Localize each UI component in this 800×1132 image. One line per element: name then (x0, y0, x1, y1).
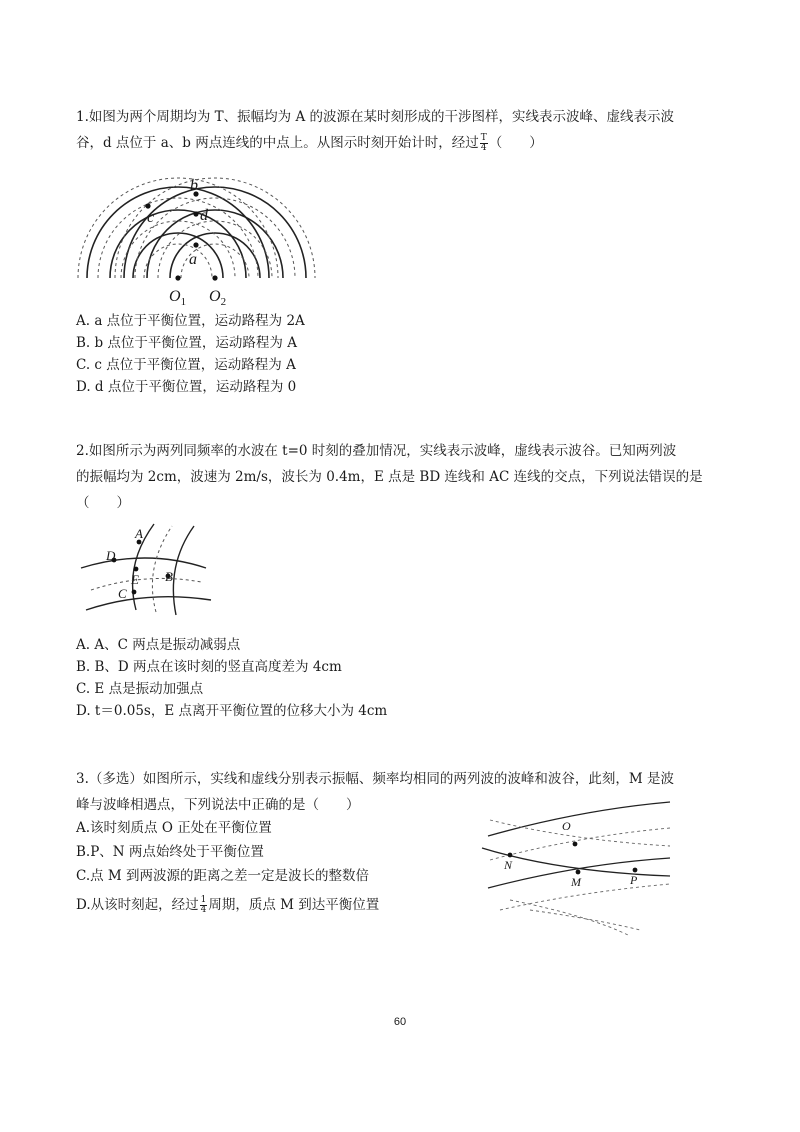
q1-option-d: D. d 点位于平衡位置，运动路程为 0 (76, 379, 297, 395)
q1-point-d (193, 211, 198, 216)
q1-stem-line2-post: （ ） (488, 135, 543, 151)
q1-label-o2-sub: 2 (220, 296, 227, 306)
question-1 (76, 104, 716, 156)
q1-point-a (193, 242, 198, 247)
q2-option-a: A. A、C 两点是振动减弱点 (76, 637, 241, 653)
q1-option-a: A. a 点位于平衡位置，运动路程为 2A (76, 313, 305, 329)
question-2 (76, 438, 716, 516)
q1-option-b: B. b 点位于平衡位置，运动路程为 A (76, 335, 297, 351)
q3-option-b: B.P、N 两点始终处于平衡位置 (76, 844, 264, 860)
q3-option-d (76, 888, 476, 922)
q1-stem-line2 (76, 130, 716, 156)
q1-label-a: a (189, 251, 197, 268)
q2-label-c: C (118, 586, 127, 601)
q3-trough-line-2 (500, 884, 670, 910)
q3-label-p: P (630, 873, 638, 887)
q3-label-m: M (571, 875, 581, 889)
q1-interference-figure (70, 176, 330, 306)
q3-label-o: O (562, 819, 571, 833)
q2-stem-line2: 的振幅均为 2cm，波速为 2m/s，波长为 0.4m，E 点是 BD 连线和 AC 连线的交点，下列说法错误的是 (76, 469, 703, 485)
q2-options (76, 634, 716, 722)
q1-label-b: b (190, 177, 198, 194)
q3-stem-line2: 峰与波峰相遇点，下列说法中正确的是（ ） (76, 797, 360, 813)
q1-options (76, 310, 716, 398)
q2-label-b: B (165, 569, 173, 584)
q2-trough-arc-1 (91, 578, 201, 590)
q3-options (76, 816, 476, 922)
q1-stem-line1: 1.如图为两个周期均为 T、振幅均为 A 的波源在某时刻形成的干涉图样，实线表示波峰、虚线表示波 (76, 109, 675, 125)
q1-label-o1 (169, 288, 186, 306)
q3-trough-line-4 (510, 900, 630, 936)
q1-label-d: d (200, 207, 208, 224)
q1-point-o1 (175, 275, 180, 280)
q3-stem-line1: 3.（多选）如图所示，实线和虚线分别表示振幅、频率均相同的两列波的波峰和波谷，此刻，M 是波 (76, 771, 674, 787)
q3-option-d-post: 周期，质点 M 到达平衡位置 (208, 897, 380, 913)
q1-trough-arc-o1-1 (144, 244, 212, 278)
q3-trough-line-5 (530, 910, 640, 930)
q2-point-c (132, 590, 137, 595)
q1-label-o1-sub: 1 (180, 296, 187, 306)
q1-option-c: C. c 点位于平衡位置，运动路程为 A (76, 357, 296, 373)
q3-frac-num: 1 (200, 895, 207, 905)
q2-label-a: A (135, 526, 143, 541)
q2-option-c: C. E 点是振动加强点 (76, 681, 204, 697)
q2-trough-arcs (91, 526, 201, 612)
q3-point-o (573, 842, 578, 847)
q1-point-o2 (212, 275, 217, 280)
q3-label-n: N (504, 858, 513, 872)
q3-point-m (576, 870, 581, 875)
q3-point-n (508, 853, 513, 858)
q1-label-c: c (147, 209, 155, 226)
q1-frac-num: T (480, 133, 487, 143)
q3-frac-den: 4 (200, 905, 207, 915)
q1-point-c (145, 203, 150, 208)
q2-label-e: E (131, 572, 139, 587)
q1-label-o2 (209, 288, 226, 306)
q2-stem-line3: （ ） (76, 495, 130, 511)
q3-option-a: A.该时刻质点 O 正处在平衡位置 (76, 820, 272, 836)
q3-option-c: C.点 M 到两波源的距离之差一定是波长的整数倍 (76, 868, 370, 884)
q3-trough-line-1 (490, 828, 670, 860)
q2-crest-arc-2 (86, 597, 211, 610)
q3-crest-line-1 (488, 802, 670, 836)
q3-wave-figure (480, 800, 680, 940)
q2-stem-line1: 2.如图所示为两列同频率的水波在 t=0 时刻的叠加情况，实线表示波峰，虚线表示波谷。已知两列波 (76, 443, 677, 459)
q2-option-d: D. t＝0.05s，E 点离开平衡位置的位移大小为 4cm (76, 703, 388, 719)
q3-option-d-pre: D.从该时刻起，经过 (76, 897, 199, 913)
q1-label-o2-letter: O (209, 288, 221, 305)
q2-crest-arc-4 (173, 526, 194, 615)
q2-crest-arcs (81, 524, 211, 615)
q1-label-o1-letter: O (169, 288, 181, 305)
q3-trough-line-3 (490, 820, 670, 846)
page-number: 60 (393, 1016, 407, 1028)
q3-point-p (633, 868, 638, 873)
q2-point-e (134, 567, 139, 572)
q1-points (145, 191, 217, 280)
q2-crest-arc-1 (81, 558, 206, 568)
q2-label-d: D (106, 548, 116, 563)
q2-superposition-figure (76, 520, 216, 620)
q2-option-b: B. B、D 两点在该时刻的竖直高度差为 4cm (76, 659, 342, 675)
q1-stem-line2-pre: 谷，d 点位于 a、b 两点连线的中点上。从图示时刻开始计时，经过 (76, 135, 479, 151)
q1-frac-den: 4 (480, 143, 487, 153)
q1-fraction (480, 134, 488, 153)
q3-fraction (200, 896, 208, 915)
